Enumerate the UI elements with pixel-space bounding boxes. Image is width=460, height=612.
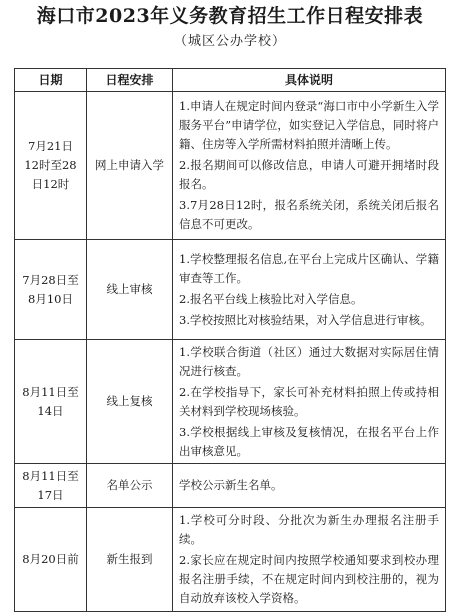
row-details	[173, 508, 446, 612]
row-schedule: 线上复核	[87, 340, 173, 464]
table-header-row	[15, 69, 446, 92]
row-schedule: 网上申请入学	[87, 92, 173, 240]
detail-item: 2.报名平台线上核验比对入学信息。	[179, 291, 363, 306]
header-date: 日期	[15, 69, 87, 92]
detail-item: 1.申请人在规定时间内登录“海口市中小学新生入学服务平台”申请学位，如实登记入学信息，同时将户籍、住房等入学所需材料拍照并清晰上传。	[179, 99, 439, 151]
detail-item: 3.7月28日12时，报名系统关闭，系统关闭后报名信息不可更改。	[179, 198, 439, 231]
row-schedule: 名单公示	[87, 464, 173, 508]
row-schedule: 新生报到	[87, 508, 173, 612]
page-title: 海口市2023年义务教育招生工作日程安排表	[36, 5, 424, 27]
row-date: 8月11日至17日	[15, 464, 87, 508]
detail-item: 学校公示新生名单。	[179, 478, 283, 492]
page-subtitle: （城区公办学校）	[173, 34, 286, 49]
detail-item: 1.学校联合街道（社区）通过大数据对实际居住情况进行核查。	[179, 344, 439, 378]
detail-item: 2.报名期间可以修改信息，申请人可避开拥堵时段报名。	[179, 158, 439, 191]
table-row	[15, 340, 446, 464]
detail-item: 3.学校根据线上审核及复核情况，在报名平台上作出审核意见。	[179, 424, 439, 458]
table-row	[15, 464, 446, 508]
row-schedule: 线上审核	[87, 240, 173, 340]
detail-item: 1.学校整理报名信息,在平台上完成片区确认、学籍审查等工作。	[179, 251, 439, 285]
row-details	[173, 240, 446, 340]
row-details	[173, 92, 446, 240]
row-date: 8月20日前	[15, 508, 87, 612]
row-date: 7月28日至8月10日	[15, 240, 87, 340]
schedule-table	[14, 68, 446, 612]
detail-item: 3.学校按照比对核验结果，对入学信息进行审核。	[179, 312, 432, 327]
header-details: 具体说明	[173, 69, 446, 92]
row-date: 8月11日至14日	[15, 340, 87, 464]
table-row	[15, 92, 446, 240]
row-details	[173, 464, 446, 508]
table-row	[15, 508, 446, 612]
table-row	[15, 240, 446, 340]
header-schedule: 日程安排	[87, 69, 173, 92]
row-details	[173, 340, 446, 464]
detail-item: 2.家长应在规定时间内按照学校通知要求到校办理报名注册手续，不在规定时间内到校注册的，视为自动放弃该校入学资格。	[179, 553, 439, 605]
detail-item: 2.在学校指导下，家长可补充材料拍照上传或持相关材料到学校现场核验。	[179, 384, 439, 418]
detail-item: 1.学校可分时段、分批次为新生办理报名注册手续。	[179, 513, 439, 546]
row-date: 7月21日12时至28日12时	[15, 92, 87, 240]
